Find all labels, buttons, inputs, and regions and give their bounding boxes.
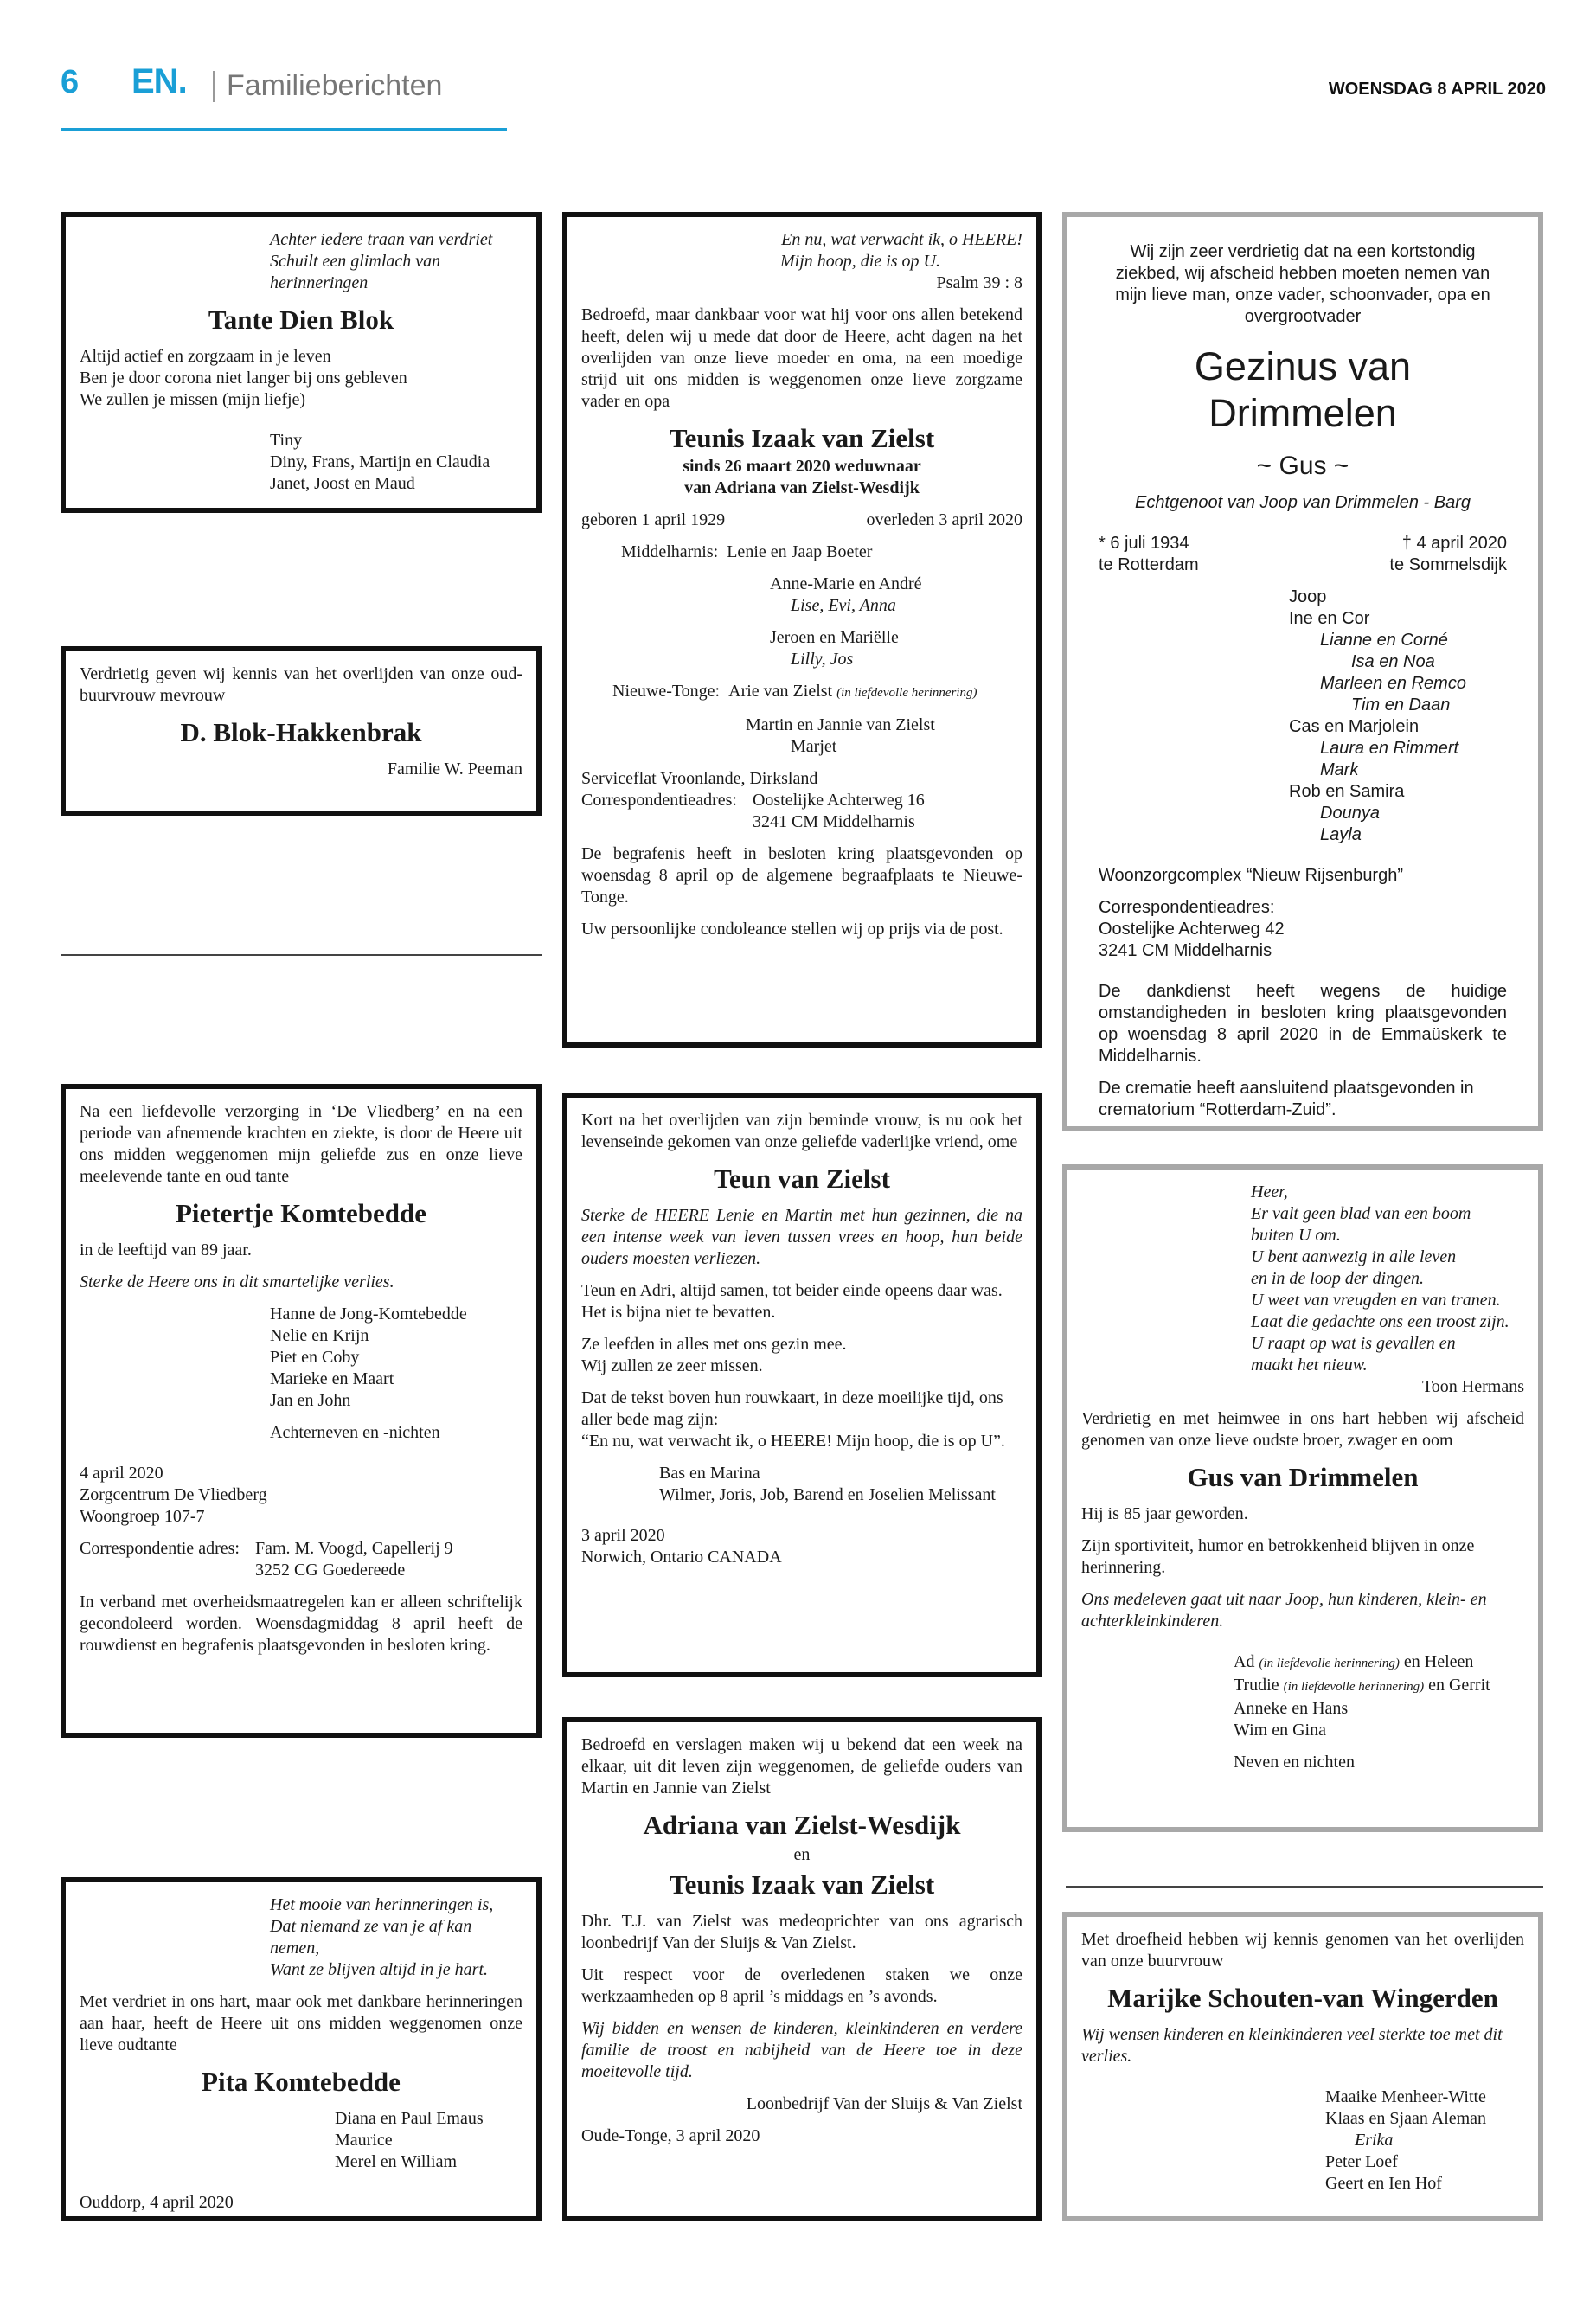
deceased-name: Teun van Zielst	[714, 1163, 890, 1194]
death-date: † 4 april 2020	[1401, 534, 1507, 553]
deceased-name: Marijke Schouten-van Wingerden	[1107, 1983, 1498, 2013]
paragraph: Dat de tekst boven hun rouwkaart, in deze moeilijke tijd, ons aller bede mag zijn:	[581, 1388, 1003, 1429]
deceased-name: Teunis Izaak van Zielst	[669, 1869, 935, 1900]
widower-line: van Adriana van Zielst-Wesdijk	[684, 478, 920, 497]
verse-line: Mijn hoop, die is op U.	[780, 252, 940, 271]
family-member: Achterneven en -nichten	[270, 1423, 440, 1442]
signer: Maaike Menheer-Witte	[1325, 2087, 1486, 2106]
death-place: te Sommelsdijk	[1389, 555, 1507, 574]
deceased-name: Gus van Drimmelen	[1187, 1462, 1419, 1492]
deceased-name: Pita Komtebedde	[202, 2067, 401, 2097]
intro-text: Bedroefd en verslagen maken wij u bekend dat een week na elkaar, uit dit leven zijn weggenomen, de geliefde ouders van Martin en Jannie van Zielst	[581, 1735, 1022, 1798]
poem-line: Achter iedere traan van verdriet	[270, 230, 493, 249]
signer: Peter Loef	[1325, 2152, 1398, 2171]
poem-line: maakt het nieuw.	[1251, 1356, 1368, 1375]
poem-line: U bent aanwezig in alle leven	[1251, 1247, 1457, 1266]
poem-line: U raapt op wat is gevallen en	[1251, 1334, 1456, 1353]
signer: en Heleen	[1403, 1652, 1474, 1671]
ad-tante-dien-blok	[61, 212, 542, 513]
intro-text: Met verdriet in ons hart, maar ook met dankbare herinneringen aan haar, heeft de Heere uit ons midden weggenomen onze lieve oudtante	[80, 1992, 522, 2054]
family-member: Hanne de Jong-Komtebedde	[270, 1304, 467, 1324]
date-line: 3 april 2020	[581, 1526, 665, 1545]
intro-text: Verdrietig en met heimwee in ons hart hebben wij afscheid genomen van onze lieve oudste broer, zwager en oom	[1081, 1409, 1524, 1450]
section-title: Familieberichten	[227, 69, 443, 102]
grandchildren: Lise, Evi, Anna	[791, 596, 896, 615]
family-member: Nelie en Krijn	[270, 1326, 369, 1345]
poem-line: Laat die gedachte ons een troost zijn.	[1251, 1312, 1509, 1331]
corr-label: Correspondentie adres:	[80, 1539, 240, 1558]
ad-gezinus-van-drimmelen	[1062, 212, 1543, 1131]
paragraph: Zijn sportiviteit, humor en betrokkenheid blijven in onze herinnering.	[1081, 1536, 1475, 1577]
poet: Toon Hermans	[1421, 1377, 1524, 1396]
memory-note: (in liefdevolle herinnering)	[836, 686, 977, 700]
signer: Familie W. Peeman	[387, 760, 522, 779]
memory-note: (in liefdevolle herinnering)	[1283, 1680, 1425, 1694]
life-places	[1099, 554, 1507, 576]
signer-list	[1081, 2086, 1524, 2195]
death-date: overleden 3 april 2020	[866, 510, 1022, 529]
poem-line: Schuilt een glimlach van herinneringen	[270, 252, 441, 292]
deceased-name: Adriana van Zielst-Wesdijk	[643, 1810, 961, 1840]
wish-text: Sterke de HEERE Lenie en Martin met hun gezinnen, die na een intense week van leven tussen vrees en hoop, hun beide ouders moesten verliezen.	[581, 1206, 1022, 1268]
wish-text: Sterke de Heere ons in dit smartelijke verlies.	[80, 1272, 394, 1292]
family-list	[1099, 586, 1507, 846]
ad-gus-van-drimmelen	[1062, 1164, 1543, 1832]
page-number: 6	[61, 64, 80, 100]
paragraph: Uit respect voor de overledenen staken we onze werkzaamheden op 8 april ’s middags en ’s avonds.	[581, 1965, 1022, 2006]
signer: Bas en Marina	[659, 1464, 760, 1483]
poem-line: Heer,	[1251, 1183, 1288, 1202]
ad-teun-van-zielst	[562, 1093, 1042, 1677]
corr-label: Correspondentieadres:	[1099, 898, 1275, 917]
birth-place: te Rotterdam	[1099, 555, 1199, 574]
signer: Anneke en Hans	[1234, 1699, 1349, 1718]
text-line: We zullen je missen (mijn liefje)	[80, 390, 306, 409]
poem-line: Het mooie van herinneringen is,	[270, 1895, 494, 1914]
corr-line: 3241 CM Middelharnis	[1099, 941, 1272, 960]
place-line: Zorgcentrum De Vliedberg	[80, 1485, 267, 1504]
deceased-name: Tante Dien Blok	[208, 304, 394, 335]
birth-date: * 6 juli 1934	[1099, 534, 1189, 553]
age-text: Hij is 85 jaar geworden.	[1081, 1504, 1248, 1523]
intro-text: Na een liefdevolle verzorging in ‘De Vliedberg’ en na een periode van afnemende krachten en ziekte, is door de Heere uit ons midden weggenomen mijn geliefde zus en onze lieve meelevende tante en oud tante	[80, 1102, 522, 1186]
family-member: Joop	[1289, 587, 1327, 606]
family-member: Piet en Coby	[270, 1348, 360, 1367]
conjunction: en	[793, 1845, 811, 1864]
correspondence-address	[581, 790, 1022, 833]
cremation-text: De crematie heeft aansluitend plaatsgevonden in crematorium “Rotterdam-Zuid”.	[1099, 1079, 1474, 1119]
grandchildren: Lilly, Jos	[791, 650, 854, 669]
intro-text: Met droefheid hebben wij kennis genomen van het overlijden van onze buurvrouw	[1081, 1930, 1524, 1971]
place-line: Norwich, Ontario CANADA	[581, 1548, 782, 1567]
signer: Loonbedrijf Van der Sluijs & Van Zielst	[746, 2094, 1022, 2113]
family-member: Rob en Samira	[1289, 782, 1405, 801]
paragraph: Ze leefden in alles met ons gezin mee.	[581, 1335, 847, 1354]
signer: Janet, Joost en Maud	[270, 474, 415, 493]
poem-line: en in de loop der dingen.	[1251, 1269, 1424, 1288]
ad-d-blok-hakkenbrak	[61, 646, 542, 816]
poem-line: Er valt geen blad van een boom	[1251, 1204, 1471, 1223]
verse-reference: Psalm 39 : 8	[936, 273, 1022, 292]
service-text: De dankdienst heeft wegens de huidige omstandigheden in besloten kring plaatsgevonden op woensdag 8 april 2020 in de Emmaüskerk te Middelharnis.	[1099, 982, 1507, 1066]
life-dates	[581, 510, 1022, 531]
verse-line: En nu, wat verwacht ik, o HEERE!	[781, 230, 1022, 249]
paragraph: Wij bidden en wensen de kinderen, kleinkinderen en verdere familie de troost en nabijheid van de Heere toe in deze moeitevolle tijd.	[581, 2019, 1022, 2081]
signer: Maurice	[335, 2131, 393, 2150]
paragraph: Wij zullen ze zeer missen.	[581, 1356, 763, 1375]
family-member: Arie van Zielst	[728, 682, 833, 701]
family-member: Marleen en Remco	[1320, 674, 1466, 693]
deceased-name: Teunis Izaak van Zielst	[669, 423, 935, 453]
intro-text: Verdrietig geven wij kennis van het overlijden van onze oud-buurvrouw mevrouw	[80, 664, 522, 705]
family-member: Tim en Daan	[1351, 695, 1451, 715]
signer: Neven en nichten	[1234, 1753, 1355, 1772]
family-member: Ine en Cor	[1289, 609, 1370, 628]
residence: Serviceflat Vroonlande, Dirksland	[581, 769, 818, 788]
family-member: Mark	[1320, 760, 1359, 779]
text-line: Altijd actief en zorgzaam in je leven	[80, 347, 331, 366]
poem-line: Want ze blijven altijd in je hart.	[270, 1960, 489, 1979]
poem-line: Dat niemand ze van je af kan nemen,	[270, 1917, 472, 1958]
signer: Diny, Frans, Martijn en Claudia	[270, 452, 490, 471]
spouse-line: Echtgenoot van Joop van Drimmelen - Barg	[1135, 493, 1471, 512]
poem-line: U weet van vreugden en van tranen.	[1251, 1291, 1501, 1310]
nickname: ~ Gus ~	[1256, 452, 1349, 480]
age-text: in de leeftijd van 89 jaar.	[80, 1240, 252, 1259]
ad-teunis-izaak-van-zielst	[562, 212, 1042, 1048]
issue-date: WOENSDAG 8 APRIL 2020	[1328, 80, 1546, 99]
life-dates	[1099, 533, 1507, 554]
ad-adriana-en-teunis	[562, 1717, 1042, 2221]
residence: Woonzorgcomplex “Nieuw Rijsenburgh”	[1099, 866, 1404, 885]
place-label: Middelharnis:	[621, 542, 719, 561]
place-label: Nieuwe-Tonge:	[612, 682, 721, 701]
signer: en Gerrit	[1428, 1676, 1490, 1695]
memory-note: (in liefdevolle herinnering)	[1259, 1657, 1400, 1670]
family-member: Dounya	[1320, 804, 1380, 823]
place-date: Oude-Tonge, 3 april 2020	[581, 2126, 760, 2145]
ad-pita-komtebedde	[61, 1877, 542, 2221]
family-member: Lianne en Corné	[1320, 631, 1448, 650]
corr-line: 3252 CG Goedereede	[254, 1561, 406, 1580]
signer: Klaas en Sjaan Aleman	[1325, 2109, 1487, 2128]
family-member: Laura en Rimmert	[1320, 739, 1459, 758]
family-member: Marieke en Maart	[270, 1369, 394, 1388]
funeral-text: De begrafenis heeft in besloten kring plaatsgevonden op woensdag 8 april op de algemene begraafplaats te Nieuwe-Tonge.	[581, 844, 1022, 907]
paragraph: Teun en Adri, altijd samen, tot beider einde opeens daar was. Het is bijna niet te bevatten.	[581, 1281, 1003, 1322]
corr-line: Fam. M. Voogd, Capellerij 9	[254, 1539, 453, 1558]
widower-line: sinds 26 maart 2020 weduwnaar	[683, 457, 921, 476]
corr-line: Oostelijke Achterweg 42	[1099, 920, 1285, 939]
signer: Merel en William	[335, 2152, 458, 2171]
deceased-name: D. Blok-Hakkenbrak	[180, 717, 422, 747]
column-divider	[1066, 1886, 1543, 1888]
family-member: Cas en Marjolein	[1289, 717, 1420, 736]
signer: Trudie	[1234, 1676, 1279, 1695]
signer: Geert en Ien Hof	[1325, 2174, 1442, 2193]
paragraph: Ons medeleven gaat uit naar Joop, hun kinderen, klein- en achterkleinkinderen.	[1081, 1590, 1487, 1631]
deceased-name: Pietertje Komtebedde	[175, 1198, 427, 1228]
corr-line: 3241 CM Middelharnis	[752, 812, 915, 831]
closing-text: In verband met overheidsmaatregelen kan er alleen schriftelijk gecondoleerd worden. Woensdagmiddag 8 april heeft de rouwdienst en begrafenis plaatsgevonden in besloten kring.	[80, 1593, 522, 1655]
intro-text: Kort na het overlijden van zijn beminde vrouw, is nu ook het levenseinde gekomen van onze geliefde vaderlijke vriend, ome	[581, 1111, 1022, 1151]
intro-text: Bedroefd, maar dankbaar voor wat hij voor ons allen betekend heeft, delen wij u mede dat door de Heere, acht dagen na het overlijden van onze lieve moeder en oma, na een moedige strijd uit ons midden is weggenomen onze lieve zorgzame vader en opa	[581, 305, 1022, 411]
wish-text: Wij wensen kinderen en kleinkinderen veel sterkte toe met dit verlies.	[1081, 2025, 1503, 2066]
family-member: Jeroen en Mariëlle	[770, 628, 899, 647]
family-member: Layla	[1320, 825, 1362, 844]
signer: Tiny	[270, 431, 303, 450]
signer: Ad	[1234, 1652, 1255, 1671]
correspondence-address	[80, 1538, 522, 1581]
signer: Wilmer, Joris, Job, Barend en Joselien Melissant	[659, 1485, 996, 1504]
place-date: Ouddorp, 4 april 2020	[80, 2193, 234, 2212]
column-divider	[61, 954, 542, 956]
signer: Wim en Gina	[1234, 1721, 1326, 1740]
poem-line: buiten U om.	[1251, 1226, 1341, 1245]
place-line: Woongroep 107-7	[80, 1507, 205, 1526]
intro-text: Wij zijn zeer verdrietig dat na een kortstondig ziekbed, wij afscheid hebben moeten nemen van mijn lieve man, onze vader, schoonvader, opa en overgrootvader	[1115, 242, 1490, 326]
family-member: Anne-Marie en André	[770, 574, 922, 593]
family-member: Martin en Jannie van Zielst	[746, 715, 935, 734]
text-line: Ben je door corona niet langer bij ons gebleven	[80, 369, 407, 388]
signer: Erika	[1355, 2131, 1394, 2150]
grandchildren: Marjet	[791, 737, 837, 756]
family-member: Jan en John	[270, 1391, 351, 1410]
header-underline	[61, 128, 507, 131]
header-separator	[213, 71, 215, 102]
newspaper-logo: EN.	[131, 62, 187, 100]
date-line: 4 april 2020	[80, 1464, 163, 1483]
ad-marijke-schouten	[1062, 1912, 1543, 2221]
deceased-name: Gezinus van Drimmelen	[1194, 344, 1412, 435]
quote: “En nu, wat verwacht ik, o HEERE! Mijn hoop, die is op U”.	[581, 1432, 1005, 1451]
condolence-text: Uw persoonlijke condoleance stellen wij op prijs via de post.	[581, 920, 1003, 939]
corr-label: Correspondentieadres:	[581, 791, 737, 810]
ad-pietertje-komtebedde	[61, 1084, 542, 1738]
family-member: Lenie en Jaap Boeter	[727, 542, 873, 561]
signer: Diana en Paul Emaus	[335, 2109, 484, 2128]
family-member: Isa en Noa	[1351, 652, 1435, 671]
paragraph: Dhr. T.J. van Zielst was medeoprichter van ons agrarisch loonbedrijf Van der Sluijs & Van Zielst.	[581, 1912, 1022, 1952]
corr-line: Oostelijke Achterweg 16	[752, 791, 925, 810]
birth-date: geboren 1 april 1929	[581, 510, 726, 529]
